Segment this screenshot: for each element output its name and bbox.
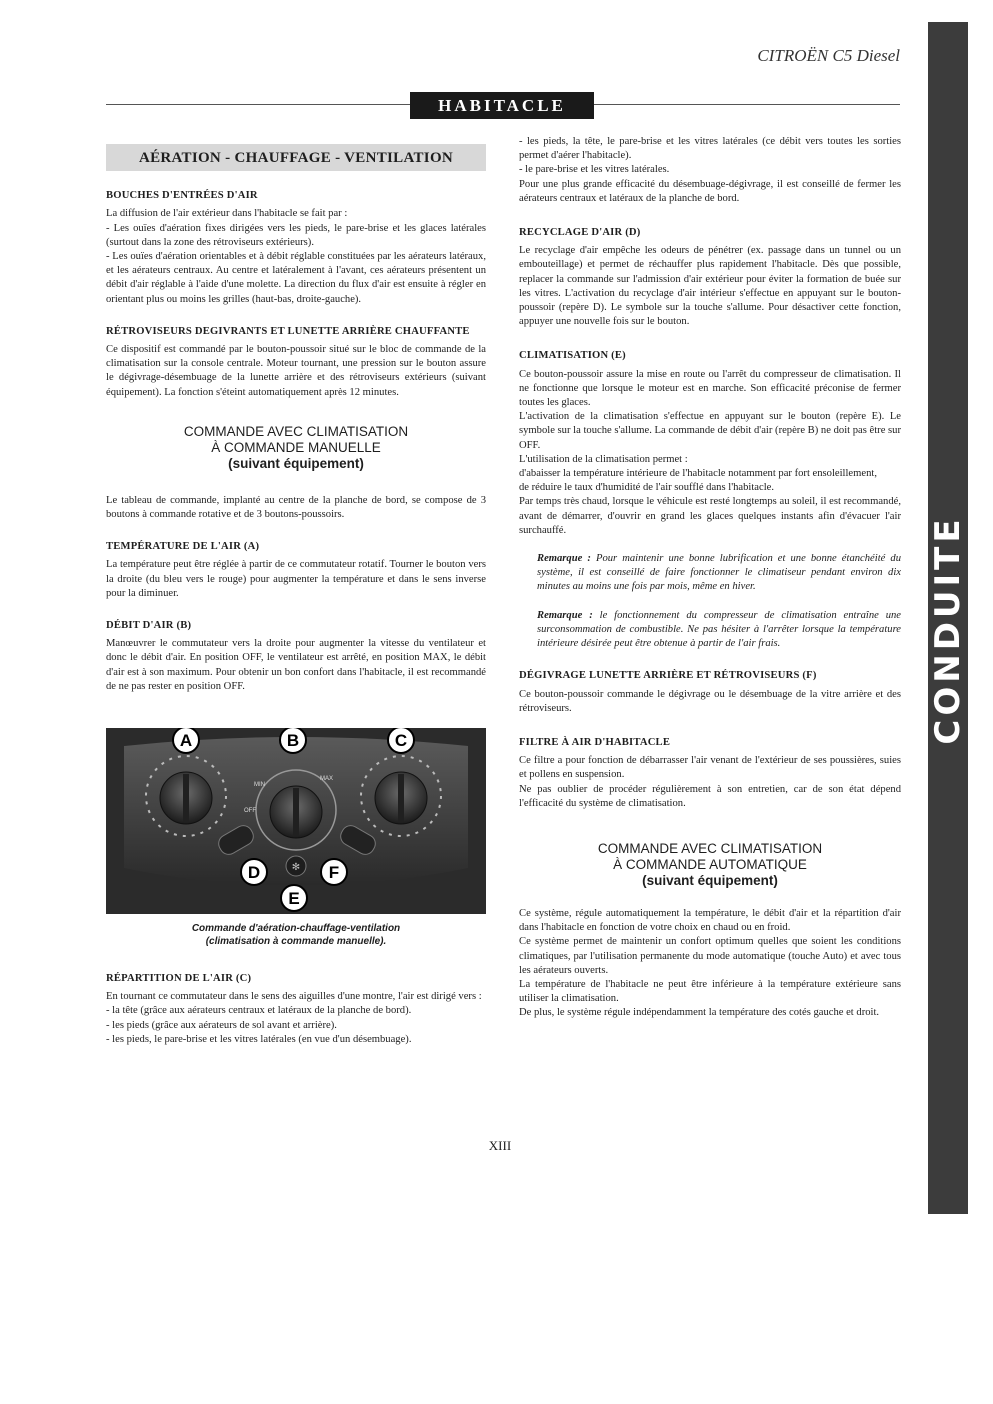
paragraph: - le pare-brise et les vitres latérales.: [519, 164, 670, 176]
off-label: OFF: [244, 808, 256, 815]
heading-retroviseurs: RÉTROVISEURS DEGIVRANTS ET LUNETTE ARRIÈRE CHAUFFANTE: [106, 325, 470, 337]
heading-recyclage: RECYCLAGE D'AIR (D): [519, 227, 641, 239]
heading-line: COMMANDE AVEC CLIMATISATION: [183, 423, 409, 439]
paragraph: Pour une plus grande efficacité du désembuage-dégivrage, il est conseillé de fermer les aérateurs centraux et latéraux de la planche de bord.: [519, 178, 901, 204]
heading-filtre: FILTRE À AIR D'HABITACLE: [519, 736, 671, 748]
paragraph: Ne pas oublier de procéder régulièrement à son entretien, car de son état dépend l'efficacité du système de climatisation.: [519, 783, 901, 809]
heading-line: (suivant équipement): [642, 872, 778, 888]
side-tab-label: CONDUITE: [928, 515, 968, 745]
label-a: A: [179, 731, 193, 751]
paragraph: Le tableau de commande, implanté au centre de la planche de bord, se compose de 3 boutons à commande rotative et de 3 boutons-poussoirs.: [106, 494, 486, 521]
remark-text: le fonctionnement du compresseur de climatisation entraîne une surconsommation de combustible. Ne pas hésiter à l'arrêter lorsque la température intérieure désirée peut être obtenue à partir de l'air frais.: [537, 609, 901, 650]
paragraph: - Les ouïes d'aération orientables et à débit réglable constituées par les aérateurs latéraux, et les aérateurs centraux. Au centre et latéralement à l'avant, ces aérateurs présentent un débit d'air réglable à l'aide d'une molette. La direction du flux d'air est ensuite à régler en orientant plus ou moins les grilles (haut-bas, droite-gauche).: [106, 251, 486, 305]
paragraph: Ce dispositif est commandé par le bouton-poussoir situé sur le bloc de commande de la climatisation sur la console centrale. Moteur tournant, une pression sur le bouton assure le dégivrage-désembuage de la lunette arrière et des rétroviseurs extérieurs (suivant équipement). La fonction s'éteint automatiquement après 12 minutes.: [106, 344, 486, 398]
heading-temperature: TEMPÉRATURE DE L'AIR (A): [106, 541, 260, 553]
paragraph: Manœuvrer le commutateur vers la droite pour augmenter la vitesse du ventilateur et donc le débit d'air. En position OFF, le ventilateur est arrêté, en position MAX, le débit d'air est à son maximum. Pour obtenir un bon confort dans l'habitacle, il est recommandé de ne pas rester en position OFF.: [106, 638, 486, 692]
svg-text:✻: ✻: [291, 862, 301, 874]
label-b-badge: [280, 728, 306, 753]
label-b: B: [286, 731, 300, 751]
caption-line: Commande d'aération-chauffage-ventilation: [191, 923, 401, 935]
page-number: XIII: [488, 1138, 512, 1153]
control-panel-photo: [106, 728, 486, 914]
label-d: D: [247, 863, 261, 883]
heading-line: (suivant équipement): [228, 455, 364, 471]
paragraph: La température peut être réglée à partir de ce commutateur rotatif. Tourner le bouton vers la droite (du bleu vers le rouge) pour augmenter la température et dans le sens inverse pour la diminuer.: [106, 559, 486, 599]
heading-line: À COMMANDE MANUELLE: [211, 439, 381, 455]
heading-line: COMMANDE AVEC CLIMATISATION: [597, 840, 823, 856]
label-f: F: [328, 863, 340, 883]
paragraph: - la tête (grâce aux aérateurs centraux et latéraux de la planche de bord).: [106, 1005, 412, 1017]
label-c: C: [394, 731, 408, 751]
label-e: E: [288, 889, 300, 909]
paragraph: L'activation de la climatisation s'effectue en appuyant sur le bouton (repère E). Le symbole sur la touche s'allume. La commande de débit d'air (repère B) ne doit pas être sur OFF.: [519, 411, 901, 451]
paragraph: Le recyclage d'air empêche les odeurs de pénétrer (ex. passage dans un tunnel ou un embouteillage) et permet de réchauffer plus rapidement l'habitacle. Dès que possible, replacer la commande sur l'admission d'air extérieur pour éviter la formation de buée sur les vitres. L'activation du recyclage d'air intérieur s'effectue en appuyant sur le bouton-poussoir (repère D). Le symbole sur la touche s'allume. Pour désactiver cette fonction, appuyer une nouvelle fois sur le bouton.: [519, 245, 901, 328]
paragraph: Ce bouton-poussoir assure la mise en route ou l'arrêt du compresseur de climatisation. Il ne fonctionne que lorsque le moteur est en marche. Son efficacité préconise de fermer toutes les glaces.: [519, 368, 901, 409]
remark-text: Pour maintenir une bonne lubrification et une bonne étanchéité du système, il est conseillé de faire fonctionner le climatiseur pendant environ dix minutes au moins une fois par mois, même en hiver.: [537, 553, 901, 593]
paragraph: d'abaisser la température intérieure de l'habitacle notamment par fort ensoleillement,: [519, 468, 877, 480]
heading-degivrage: DÉGIVRAGE LUNETTE ARRIÈRE ET RÉTROVISEURS (F): [519, 670, 817, 682]
header-rule-right: [594, 104, 900, 105]
left-column: [106, 140, 486, 1047]
heading-line: À COMMANDE AUTOMATIQUE: [613, 856, 807, 872]
paragraph: L'utilisation de la climatisation permet :: [519, 453, 688, 465]
right-column: [519, 135, 901, 1021]
label-a-badge: [173, 728, 199, 753]
max-label: MAX: [320, 776, 334, 783]
paragraph: de réduire le taux d'humidité de l'air soufflé dans l'habitacle.: [519, 482, 774, 494]
section-title: HABITACLE: [410, 92, 594, 119]
header-rule-left: [106, 104, 410, 105]
remark-lubrification: [519, 552, 901, 595]
chapter-banner: AÉRATION - CHAUFFAGE - VENTILATION: [106, 144, 486, 171]
remark-label: Remarque :: [537, 553, 591, 565]
paragraph: De plus, le système régule indépendamment la température des cotés gauche et droit.: [519, 1007, 880, 1019]
paragraph: Ce système permet de maintenir un confort optimum quelles que soient les conditions climatiques, par l'utilisation permanente du mode automatique (touche Auto) et avec tous les aérateurs ouverts.: [519, 936, 901, 976]
paragraph: En tournant ce commutateur dans le sens des aiguilles d'une montre, l'air est dirigé vers :: [106, 991, 482, 1003]
paragraph: Ce bouton-poussoir commande le dégivrage ou le désembuage de la vitre arrière et des rétroviseurs.: [519, 688, 901, 714]
label-f-badge: [321, 859, 347, 885]
label-e-badge: [281, 885, 307, 911]
paragraph: Ce système, régule automatiquement la température, le débit d'air et la répartition d'air dans l'habitacle en fonction de votre choix en chaud ou en froid.: [519, 907, 901, 934]
heading-repartition: RÉPARTITION DE L'AIR (C): [106, 973, 252, 985]
brand-title: CITROËN C5 Diesel: [757, 46, 900, 65]
control-panel-illustration: [106, 728, 486, 914]
label-d-badge: [241, 859, 267, 885]
min-label: MIN: [254, 782, 265, 789]
paragraph: La diffusion de l'air extérieur dans l'habitacle se fait par :: [106, 208, 348, 220]
remark-surconsommation: [519, 609, 901, 652]
paragraph: Par temps très chaud, lorsque le véhicule est resté longtemps au soleil, il est recommandé, avant de démarrer, d'ouvrir en grand les glaces quelques instants afin d'évacuer l'air surchauffé.: [519, 496, 901, 536]
paragraph: - Les ouïes d'aération fixes dirigées vers les pieds, le pare-brise et les glaces latérales (surtout dans la zone des rétroviseurs extérieurs).: [106, 222, 486, 248]
label-c-badge: [388, 728, 414, 753]
heading-climatisation: CLIMATISATION (E): [519, 350, 626, 362]
paragraph: - les pieds, le pare-brise et les vitres latérales (en vue d'un désembuage).: [106, 1033, 412, 1045]
heading-bouches: BOUCHES D'ENTRÉES D'AIR: [106, 190, 258, 202]
paragraph: Ce filtre a pour fonction de débarrasser l'air venant de l'extérieur de ses poussières, suies et pollens en suspension.: [519, 755, 901, 781]
heading-commande-automatique: [519, 841, 901, 889]
paragraph: - les pieds (grâce aux aérateurs de sol avant et arrière).: [106, 1019, 337, 1031]
paragraph: - les pieds, la tête, le pare-brise et les vitres latérales (ce débit vers toutes les sorties permet d'aérer l'habitacle).: [519, 136, 901, 162]
figure-caption: [106, 922, 486, 948]
caption-line: (climatisation à commande manuelle).: [205, 936, 387, 948]
remark-label: Remarque :: [537, 609, 593, 621]
paragraph: La température de l'habitacle ne peut être inférieure à la température extérieure sans utiliser la climatisation.: [519, 978, 901, 1005]
heading-commande-manuelle: [106, 424, 486, 472]
heading-debit: DÉBIT D'AIR (B): [106, 620, 192, 632]
